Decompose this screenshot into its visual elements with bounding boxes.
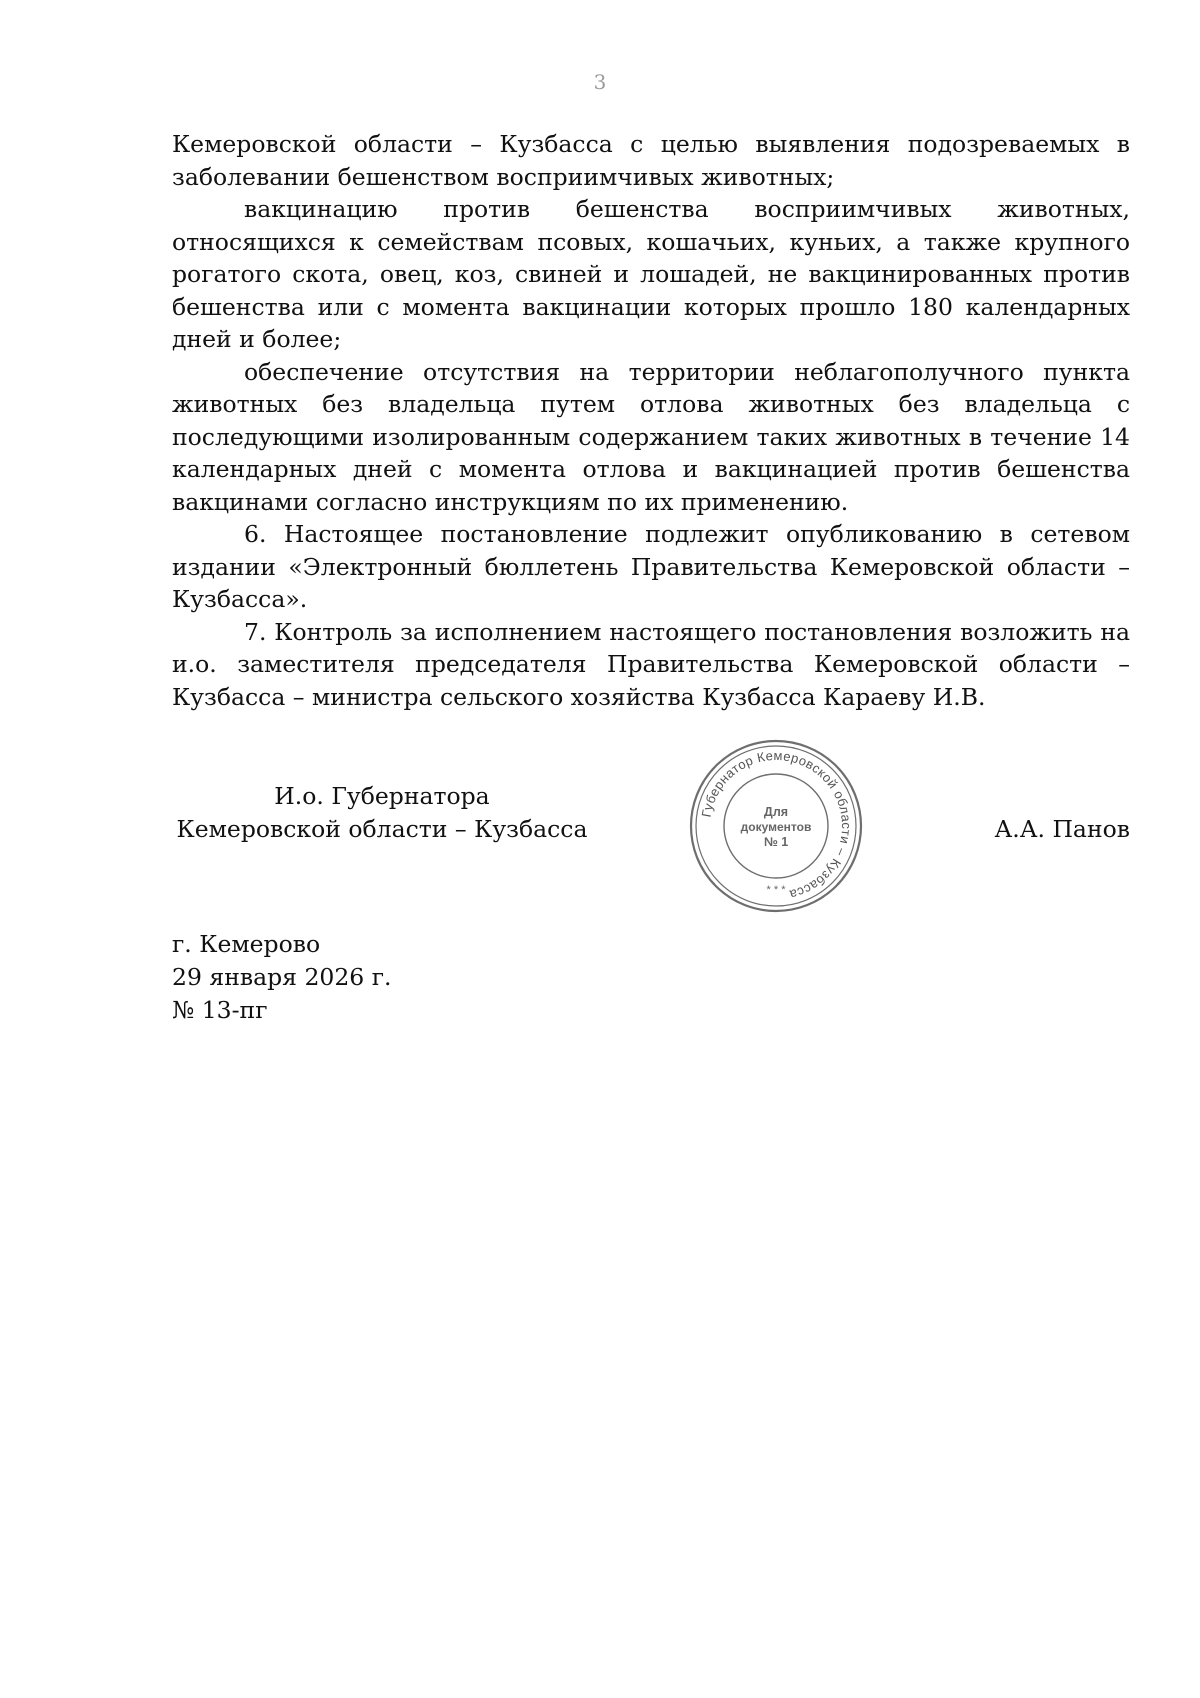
document-body bbox=[172, 128, 1130, 713]
document-date: 29 января 2026 г. bbox=[172, 963, 392, 991]
seal-center-line2: документов bbox=[740, 820, 812, 834]
paragraph-stray-animals: обеспечение отсутствия на территории неблагополучного пункта животных без владельца путем отлова животных без владельца с последующими изолированным содержанием таких животных в течение 14 календарных дней с момента отлова и вакцинацией против бешенства вакцинами согласно инструкциям по их применению. bbox=[172, 357, 1130, 516]
place-of-issue: г. Кемерово bbox=[172, 930, 321, 958]
signatory-position bbox=[172, 780, 592, 846]
document-footer bbox=[172, 928, 392, 1027]
official-seal bbox=[688, 738, 864, 914]
seal-center-line1: Для bbox=[763, 805, 789, 819]
paragraph-surveillance: Кемеровской области – Кузбасса с целью выявления подозреваемых в заболевании бешенством восприимчивых животных; bbox=[172, 130, 1130, 191]
document-number: № 13-пг bbox=[172, 996, 268, 1024]
signatory-position-line2: Кемеровской области – Кузбасса bbox=[176, 815, 588, 843]
page-number: 3 bbox=[593, 70, 607, 94]
seal-ring-text: Губернатор Кемеровской области – Кузбасса bbox=[698, 747, 855, 903]
paragraph-vaccination: вакцинацию против бешенства восприимчивых животных, относящихся к семействам псовых, кошачьих, куньих, а также крупного рогатого скота, овец, коз, свиней и лошадей, не вакцинированных против бешенства или с момента вакцинации которых прошло 180 календарных дней и более; bbox=[172, 195, 1130, 353]
seal-center-line3: № 1 bbox=[763, 835, 789, 849]
paragraph-control: 7. Контроль за исполнением настоящего постановления возложить на и.о. заместителя председателя Правительства Кемеровской области – Кузбасса – министра сельского хозяйства Кузбасса Караеву И.В. bbox=[172, 617, 1130, 711]
seal-stars: * * * bbox=[766, 884, 786, 896]
signatory-position-line1: И.о. Губернатора bbox=[274, 782, 490, 810]
paragraph-publication: 6. Настоящее постановление подлежит опубликованию в сетевом издании «Электронный бюллетень Правительства Кемеровской области – Кузбасса». bbox=[172, 520, 1130, 613]
signatory-name: А.А. Панов bbox=[994, 815, 1130, 843]
